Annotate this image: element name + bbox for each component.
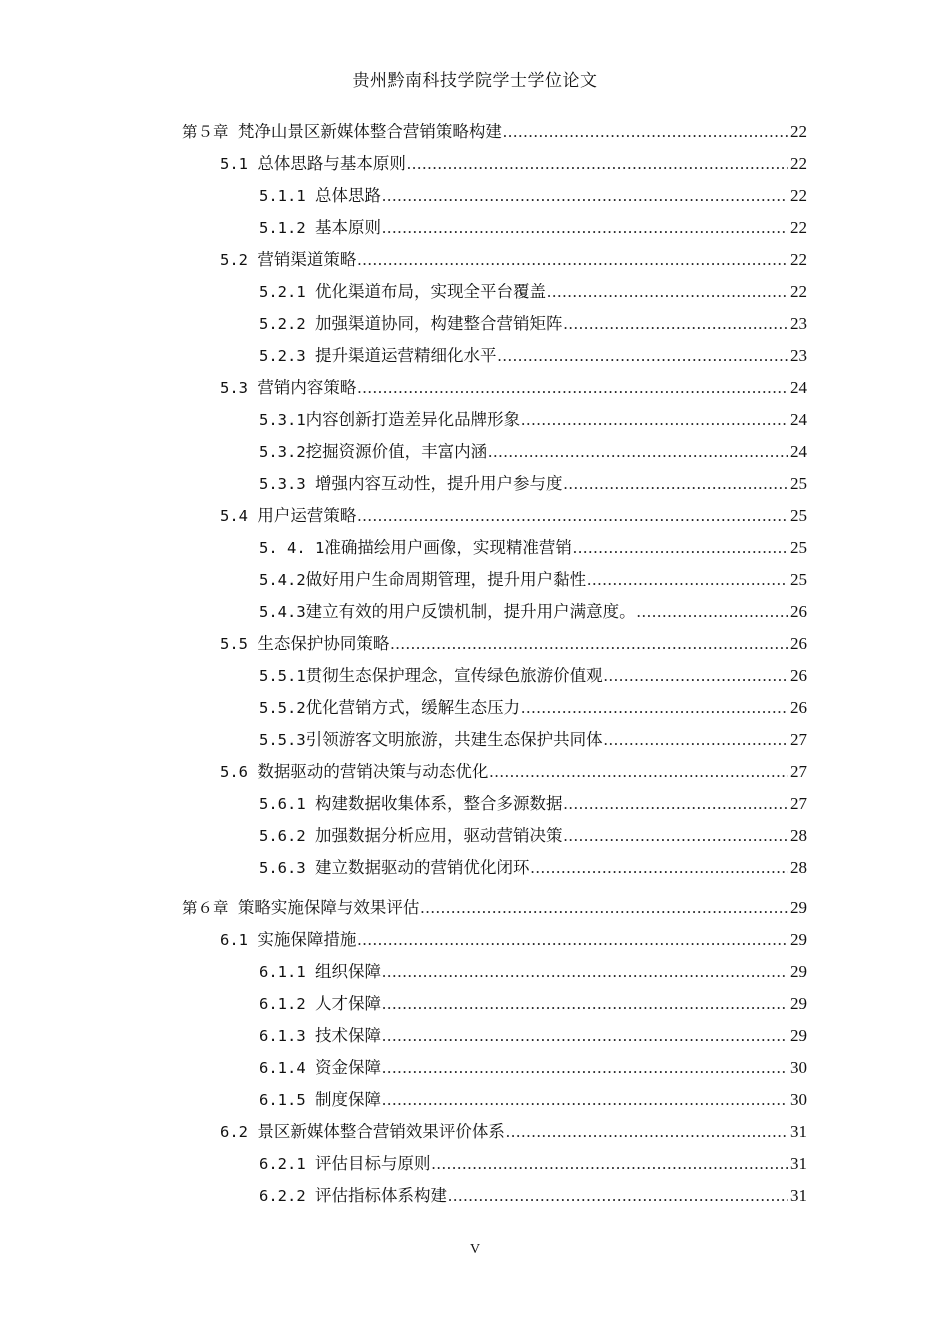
toc-subsection-entry[interactable] [259, 278, 807, 306]
toc-entry-number: 5.6.1 [259, 795, 315, 813]
toc-entry-title: 组织保障 [315, 962, 381, 981]
toc-entry-page: 23 [790, 346, 807, 365]
toc-entry-title: 基本原则 [315, 218, 381, 237]
toc-entry-number: 5.3.2 [259, 443, 306, 461]
toc-entry-page: 28 [790, 826, 807, 845]
toc-subsection-entry[interactable] [259, 598, 807, 626]
toc-entry-title: 梵净山景区新媒体整合营销策略构建 [237, 122, 502, 141]
toc-entry-page: 30 [790, 1090, 807, 1109]
toc-entry-number: 5.2.2 [259, 315, 315, 333]
toc-entry-title: 做好用户生命周期管理，提升用户黏性 [305, 570, 587, 589]
toc-entry-page: 29 [790, 898, 807, 917]
toc-leader-dots [390, 630, 788, 658]
toc-leader-dots [637, 598, 788, 626]
toc-subsection-entry[interactable] [259, 1182, 807, 1210]
toc-leader-dots [506, 1118, 788, 1146]
toc-leader-dots [564, 470, 789, 498]
toc-entry-number: 5.4.2 [259, 571, 306, 589]
toc-entry-title: 提升渠道运营精细化水平 [315, 346, 497, 365]
toc-subsection-entry[interactable] [259, 1086, 807, 1114]
toc-entry-page: 25 [790, 538, 807, 557]
toc-entry-number: 第６章 [182, 899, 238, 917]
toc-entry-page: 22 [790, 186, 807, 205]
toc-entry-page: 22 [790, 154, 807, 173]
toc-entry-title: 构建数据收集体系，整合多源数据 [315, 794, 563, 813]
toc-section-entry[interactable] [220, 1118, 807, 1146]
toc-section-entry[interactable] [220, 502, 807, 530]
toc-leader-dots [503, 118, 788, 146]
toc-leader-dots [432, 1150, 789, 1178]
toc-entry-number: 6.2.1 [259, 1155, 315, 1173]
toc-entry-title: 策略实施保障与效果评估 [237, 898, 420, 917]
toc-subsection-entry[interactable] [259, 790, 807, 818]
toc-leader-dots [521, 694, 788, 722]
toc-entry-page: 25 [790, 570, 807, 589]
toc-leader-dots [564, 822, 789, 850]
toc-leader-dots [382, 990, 788, 1018]
toc-leader-dots [488, 438, 788, 466]
toc-subsection-entry[interactable] [259, 566, 807, 594]
toc-subsection-entry[interactable] [259, 470, 807, 498]
toc-entry-title: 挖掘资源价值，丰富内涵 [305, 442, 488, 461]
toc-leader-dots [357, 374, 788, 402]
toc-entry-title: 准确描绘用户画像，实现精准营销 [324, 538, 572, 557]
running-header: 贵州黔南科技学院学士学位论文 [352, 71, 598, 91]
toc-entry-title: 优化营销方式，缓解生态压力 [305, 698, 521, 717]
toc-leader-dots [357, 926, 788, 954]
toc-chapter-entry[interactable] [182, 894, 807, 922]
toc-leader-dots [547, 278, 788, 306]
toc-entry-number: 6.1.3 [259, 1027, 315, 1045]
toc-leader-dots [382, 1054, 788, 1082]
toc-leader-dots [531, 854, 789, 882]
toc-entry-number: 6.2 [220, 1123, 258, 1141]
toc-leader-dots [357, 502, 788, 530]
toc-entry-page: 27 [790, 730, 807, 749]
toc-entry-title: 营销内容策略 [257, 378, 357, 397]
toc-entry-page: 29 [790, 930, 807, 949]
toc-entry-title: 优化渠道布局，实现全平台覆盖 [315, 282, 546, 301]
toc-leader-dots [407, 150, 788, 178]
toc-entry-number: 6.2.2 [259, 1187, 315, 1205]
toc-entry-title: 用户运营策略 [257, 506, 357, 525]
toc-leader-dots [604, 662, 788, 690]
toc-section-entry[interactable] [220, 926, 807, 954]
toc-subsection-entry[interactable] [259, 534, 807, 562]
toc-entry-number: 5.1.2 [259, 219, 315, 237]
toc-subsection-entry[interactable] [259, 310, 807, 338]
toc-leader-dots [382, 1086, 788, 1114]
toc-entry-number: 5.2 [220, 251, 258, 269]
toc-section-entry[interactable] [220, 246, 807, 274]
toc-entry-title: 总体思路与基本原则 [257, 154, 406, 173]
toc-entry-page: 31 [790, 1154, 807, 1173]
toc-leader-dots [448, 1182, 788, 1210]
toc-entry-number: 5.6 [220, 763, 258, 781]
toc-entry-page: 25 [790, 474, 807, 493]
toc-entry-title: 建立有效的用户反馈机制，提升用户满意度。 [305, 602, 636, 621]
page-number: V [469, 1242, 481, 1257]
toc-leader-dots [382, 182, 788, 210]
toc-entry-title: 数据驱动的营销决策与动态优化 [257, 762, 489, 781]
toc-entry-number: 5.1 [220, 155, 258, 173]
toc-leader-dots [489, 758, 788, 786]
toc-entry-number: 6.1.5 [259, 1091, 315, 1109]
toc-section-entry[interactable] [220, 150, 807, 178]
toc-leader-dots [382, 958, 788, 986]
toc-subsection-entry[interactable] [259, 406, 807, 434]
toc-entry-title: 人才保障 [315, 994, 381, 1013]
toc-entry-number: 5.2.3 [259, 347, 315, 365]
toc-entry-number: 5.5 [220, 635, 258, 653]
toc-entry-page: 31 [790, 1122, 807, 1141]
toc-entry-page: 24 [790, 378, 807, 397]
toc-entry-title: 景区新媒体整合营销效果评价体系 [257, 1122, 505, 1141]
toc-entry-number: 6.1.4 [259, 1059, 315, 1077]
toc-leader-dots [382, 1022, 788, 1050]
toc-entry-number: 5. 4. 1 [259, 539, 325, 557]
toc-entry-number: 第５章 [182, 123, 238, 141]
toc-entry-title: 内容创新打造差异化品牌形象 [305, 410, 521, 429]
toc-subsection-entry[interactable] [259, 854, 807, 882]
toc-subsection-entry[interactable] [259, 726, 807, 754]
toc-leader-dots [573, 534, 788, 562]
toc-entry-title: 增强内容互动性，提升用户参与度 [315, 474, 563, 493]
toc-entry-number: 5.4.3 [259, 603, 306, 621]
toc-entry-title: 总体思路 [315, 186, 381, 205]
toc-subsection-entry[interactable] [259, 438, 807, 466]
toc-entry-page: 30 [790, 1058, 807, 1077]
toc-entry-title: 营销渠道策略 [257, 250, 357, 269]
toc-entry-number: 5.1.1 [259, 187, 315, 205]
toc-entry-page: 29 [790, 1026, 807, 1045]
toc-entry-title: 建立数据驱动的营销优化闭环 [315, 858, 530, 877]
toc-leader-dots [357, 246, 788, 274]
toc-entry-page: 31 [790, 1186, 807, 1205]
toc-leader-dots [587, 566, 788, 594]
toc-subsection-entry[interactable] [259, 990, 807, 1018]
toc-entry-page: 26 [790, 666, 807, 685]
toc-leader-dots [498, 342, 789, 370]
toc-entry-page: 25 [790, 506, 807, 525]
toc-chapter-entry[interactable] [182, 118, 807, 146]
toc-subsection-entry[interactable] [259, 214, 807, 242]
toc-entry-page: 26 [790, 698, 807, 717]
toc-entry-number: 6.1.2 [259, 995, 315, 1013]
toc-leader-dots [604, 726, 788, 754]
toc-subsection-entry[interactable] [259, 662, 807, 690]
toc-entry-page: 29 [790, 994, 807, 1013]
toc-entry-page: 29 [790, 962, 807, 981]
toc-entry-page: 22 [790, 250, 807, 269]
toc-leader-dots [564, 790, 789, 818]
toc-entry-title: 技术保障 [315, 1026, 381, 1045]
toc-leader-dots [420, 894, 788, 922]
toc-entry-number: 5.6.2 [259, 827, 315, 845]
toc-subsection-entry[interactable] [259, 822, 807, 850]
toc-subsection-entry[interactable] [259, 1150, 807, 1178]
toc-entry-number: 5.3.3 [259, 475, 315, 493]
toc-leader-dots [564, 310, 789, 338]
toc-entry-title: 评估指标体系构建 [315, 1186, 447, 1205]
toc-leader-dots [521, 406, 788, 434]
toc-entry-page: 24 [790, 410, 807, 429]
toc-subsection-entry[interactable] [259, 694, 807, 722]
toc-entry-page: 27 [790, 794, 807, 813]
toc-entry-page: 22 [790, 282, 807, 301]
toc-section-entry[interactable] [220, 630, 807, 658]
toc-entry-page: 27 [790, 762, 807, 781]
toc-section-entry[interactable] [220, 374, 807, 402]
toc-entry-number: 5.5.1 [259, 667, 306, 685]
toc-entry-title: 实施保障措施 [257, 930, 357, 949]
toc-entry-title: 制度保障 [315, 1090, 381, 1109]
toc-entry-number: 6.1.1 [259, 963, 315, 981]
toc-entry-page: 24 [790, 442, 807, 461]
toc-entry-page: 22 [790, 218, 807, 237]
toc-entry-number: 5.4 [220, 507, 258, 525]
toc-entry-title: 资金保障 [315, 1058, 381, 1077]
toc-entry-title: 评估目标与原则 [315, 1154, 431, 1173]
toc-entry-page: 22 [790, 122, 807, 141]
toc-entry-number: 5.5.2 [259, 699, 306, 717]
toc-entry-number: 5.3 [220, 379, 258, 397]
toc-entry-number: 6.1 [220, 931, 258, 949]
toc-entry-title: 贯彻生态保护理念，宣传绿色旅游价值观 [305, 666, 603, 685]
toc-entry-title: 引领游客文明旅游，共建生态保护共同体 [305, 730, 603, 749]
toc-entry-title: 加强数据分析应用，驱动营销决策 [315, 826, 563, 845]
toc-entry-number: 5.6.3 [259, 859, 315, 877]
toc-entry-page: 26 [790, 602, 807, 621]
toc-subsection-entry[interactable] [259, 342, 807, 370]
toc-entry-page: 26 [790, 634, 807, 653]
toc-entry-page: 23 [790, 314, 807, 333]
toc-entry-number: 5.3.1 [259, 411, 306, 429]
toc-subsection-entry[interactable] [259, 1022, 807, 1050]
toc-entry-number: 5.5.3 [259, 731, 306, 749]
toc-entry-title: 加强渠道协同，构建整合营销矩阵 [315, 314, 563, 333]
toc-subsection-entry[interactable] [259, 1054, 807, 1082]
toc-section-entry[interactable] [220, 758, 807, 786]
toc-subsection-entry[interactable] [259, 958, 807, 986]
toc-entry-number: 5.2.1 [259, 283, 315, 301]
toc-leader-dots [382, 214, 788, 242]
toc-subsection-entry[interactable] [259, 182, 807, 210]
toc-entry-page: 28 [790, 858, 807, 877]
toc-entry-title: 生态保护协同策略 [257, 634, 390, 653]
